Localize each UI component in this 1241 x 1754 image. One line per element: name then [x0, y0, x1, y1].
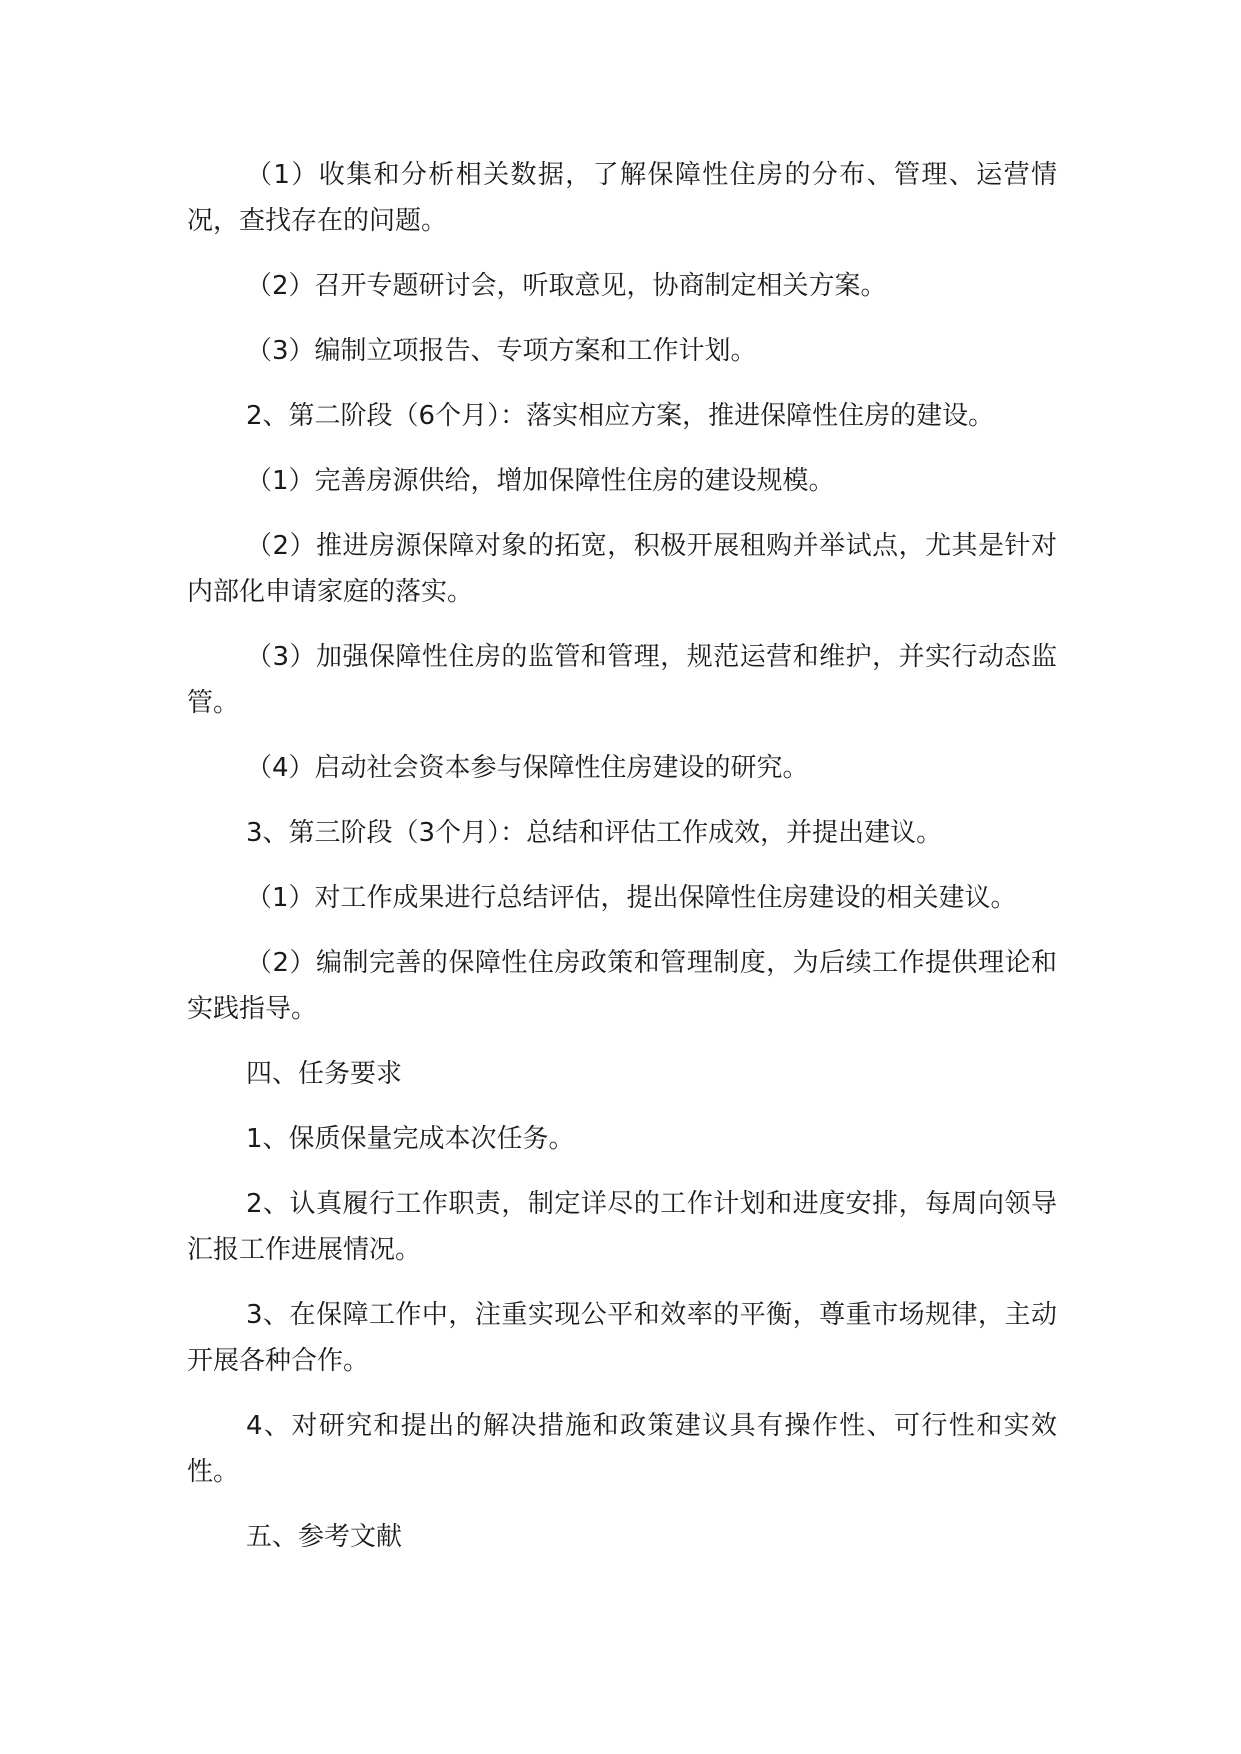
paragraph-requirement-1: 1、保质保量完成本次任务。	[246, 1124, 575, 1154]
paragraph-requirement-4: 4、对研究和提出的解决措施和政策建议具有操作性、可行性和实效性。	[187, 1411, 1057, 1487]
paragraph-requirement-2: 2、认真履行工作职责，制定详尽的工作计划和进度安排，每周向领导汇报工作进展情况。	[187, 1189, 1057, 1265]
paragraph-stage1-item1: （1）收集和分析相关数据，了解保障性住房的分布、管理、运营情况，查找存在的问题。	[187, 160, 1057, 236]
document-body	[187, 152, 1057, 1579]
section-heading-references: 五、参考文献	[246, 1522, 403, 1552]
paragraph-stage2-item2: （2）推进房源保障对象的拓宽，积极开展租购并举试点，尤其是针对内部化申请家庭的落实。	[187, 531, 1057, 607]
paragraph-stage2-item3: （3）加强保障性住房的监管和管理，规范运营和维护，并实行动态监管。	[187, 642, 1057, 718]
paragraph-stage2-heading: 2、第二阶段（6个月）：落实相应方案，推进保障性住房的建设。	[246, 401, 995, 431]
paragraph-stage1-item3: （3）编制立项报告、专项方案和工作计划。	[246, 336, 757, 366]
paragraph-stage2-item4: （4）启动社会资本参与保障性住房建设的研究。	[246, 753, 809, 783]
paragraph-stage3-item1: （1）对工作成果进行总结评估，提出保障性住房建设的相关建议。	[246, 883, 1017, 913]
paragraph-stage3-heading: 3、第三阶段（3个月）：总结和评估工作成效，并提出建议。	[246, 818, 943, 848]
paragraph-stage2-item1: （1）完善房源供给，增加保障性住房的建设规模。	[246, 466, 835, 496]
section-heading-task-requirements: 四、任务要求	[246, 1059, 403, 1089]
paragraph-stage1-item2: （2）召开专题研讨会，听取意见，协商制定相关方案。	[246, 271, 887, 301]
paragraph-requirement-3: 3、在保障工作中，注重实现公平和效率的平衡，尊重市场规律，主动开展各种合作。	[187, 1300, 1057, 1376]
paragraph-stage3-item2: （2）编制完善的保障性住房政策和管理制度，为后续工作提供理论和实践指导。	[187, 948, 1057, 1024]
